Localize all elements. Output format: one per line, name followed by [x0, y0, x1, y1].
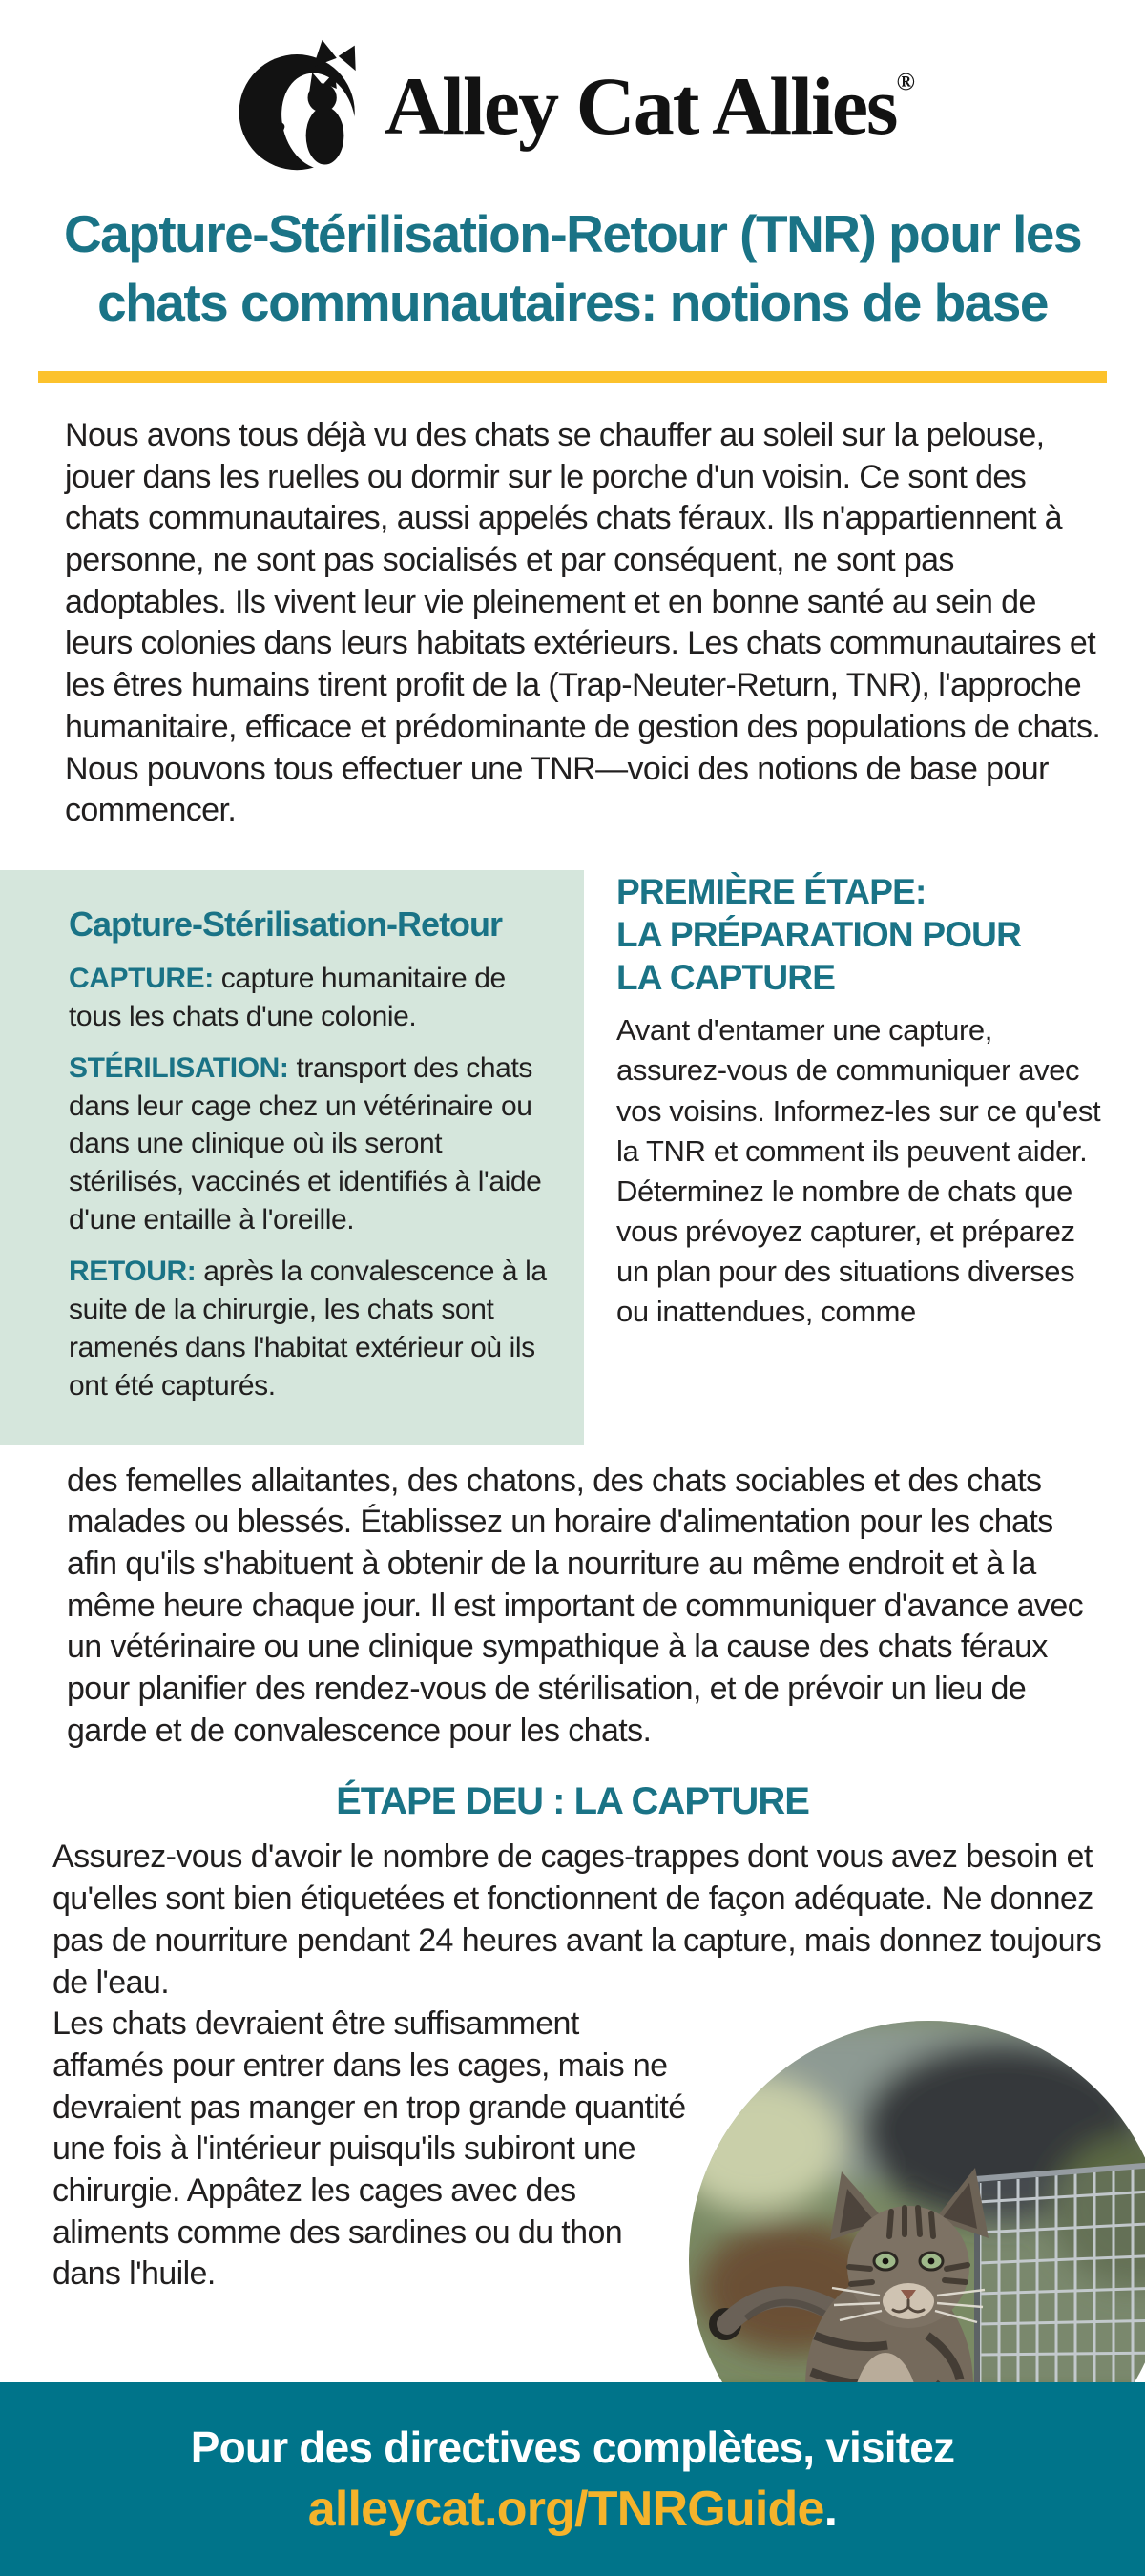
page-title-line-2: chats communautaires: notions de base	[97, 272, 1048, 332]
definition-text: après la convalescence à la suite de la chirurgie, les chats sont ramenés dans l'habitat extérieur où ils ont été capturés.	[69, 1256, 547, 1402]
definition-item-capture	[69, 960, 559, 1036]
step1-heading-line-2: LA PRÉPARATION POUR	[616, 915, 1022, 954]
definitions-heading: Capture-Stérilisation-Retour	[69, 904, 503, 944]
definition-term: RETOUR:	[69, 1256, 197, 1288]
footer-link[interactable]: alleycat.org/TNRGuide	[307, 2481, 824, 2537]
definitions-box	[0, 870, 584, 1445]
header	[0, 0, 1145, 174]
footer-period: .	[823, 2481, 838, 2537]
two-column-section	[0, 870, 1145, 1445]
step1-paragraph: Avant d'entamer une capture, assurez-vous de communiquer avec vos voisins. Informez-les sur ce qu'est la TNR et comment ils peuvent aider. Déterminez le nombre de chats que vous prévoyez capturer, et préparez un plan pour des situations diverses ou inattendues, comme	[616, 1013, 1101, 1329]
step2-paragraph-2: Les chats devraient être suffisamment affamés pour entrer dans les cages, mais ne devraient pas manger en trop grande quantité une fois à l'intérieur puisqu'ils subiront une chirurgie. Appâtez les cages avec des aliments comme des sardines ou du thon dans l'huile.	[52, 2005, 686, 2293]
step2-heading: ÉTAPE DEU : LA CAPTURE	[336, 1780, 809, 1823]
step1-continuation-paragraph: des femelles allaitantes, des chatons, des chats sociables et des chats malades ou blessés. Établissez un horaire d'alimentation pour les chats afin qu'ils s'habituent à obtenir de la nourriture au même endroit et à la même heure chaque jour. Il est important de communiquer d'avance avec un vétérinaire ou une clinique sympathique à la cause des chats féraux pour planifier des rendez-vous de stérilisation, et de prévoir un lieu de garde et de convalescence pour les chats.	[67, 1462, 1084, 1749]
definition-text: transport des chats dans leur cage chez un vétérinaire ou dans une clinique où ils seront stérilisés, vaccinés et identifiés à l'aide d'une entaille à l'oreille.	[69, 1051, 542, 1236]
step1-heading-line-1: PREMIÈRE ÉTAPE:	[616, 871, 926, 911]
definition-item-retour	[69, 1253, 559, 1405]
registered-mark: ®	[896, 68, 913, 95]
wordmark	[385, 60, 913, 152]
step1-heading-line-3: LA CAPTURE	[616, 958, 836, 998]
definition-text: capture humanitaire de tous les chats d'une colonie.	[69, 962, 506, 1032]
footer-link-line	[308, 2481, 838, 2538]
step1-column	[584, 870, 1145, 1333]
definition-term: CAPTURE:	[69, 962, 214, 994]
intro-paragraph: Nous avons tous déjà vu des chats se chauffer au soleil sur la pelouse, jouer dans les ruelles ou dormir sur le porche d'un voisin. Ce sont des chats communautaires, aussi appelés chats féraux. Ils n'appartiennent à personne, ne sont pas socialisés et par conséquent, ne sont pas adoptables. Ils vivent leur vie pleinement et en bonne santé au sein de leurs colonies dans leurs habitats extérieurs. Les chats communautaires et les êtres humains tirent profit de la (Trap-Neuter-Return, TNR), l'approche humanitaire, efficace et prédominante de gestion des populations de chats. Nous pouvons tous effectuer une TNR—voici des notions de base pour commencer.	[65, 417, 1101, 829]
page-title	[0, 200, 1145, 337]
step2-paragraph-1: Assurez-vous d'avoir le nombre de cages-trappes dont vous avez besoin et qu'elles sont bien étiquetées et fonctionnent de façon adéquate. Ne donnez pas de nourriture pendant 24 heures avant la capture, mais donnez toujours de l'eau.	[52, 1839, 1102, 2001]
definition-term: STÉRILISATION:	[69, 1051, 289, 1084]
definition-item-sterilisation	[69, 1049, 559, 1239]
gold-divider	[38, 371, 1107, 383]
footer-text: Pour des directives complètes, visitez	[190, 2421, 955, 2472]
page-title-line-1: Capture-Stérilisation-Retour (TNR) pour les	[63, 204, 1082, 263]
alley-cat-allies-logo-icon	[232, 38, 367, 174]
wordmark-text: Alley Cat Allies	[385, 60, 897, 152]
step1-heading	[616, 870, 1105, 999]
footer	[0, 2382, 1145, 2576]
